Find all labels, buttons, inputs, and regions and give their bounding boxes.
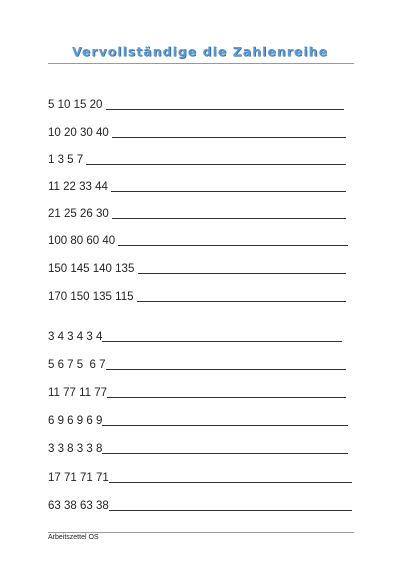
- sequence-row: [48, 124, 346, 140]
- answer-line[interactable]: [102, 341, 342, 342]
- sequence-row: [48, 151, 346, 167]
- answer-line[interactable]: [118, 245, 348, 246]
- sequence-text: 5 6 7 5 6 7: [48, 359, 106, 371]
- sequence-text: 3 3 8 3 3 8: [48, 443, 103, 455]
- answer-line[interactable]: [106, 109, 344, 110]
- sequence-text: 11 77 11 77: [48, 387, 108, 399]
- sequence-text: 5 10 15 20: [48, 99, 106, 111]
- answer-line[interactable]: [112, 137, 346, 138]
- sequence-row: [48, 178, 346, 194]
- sequence-text: 100 80 60 40: [48, 235, 119, 247]
- sequence-text: 6 9 6 9 6 9: [48, 415, 103, 427]
- sequence-row: [48, 356, 346, 372]
- sequence-row: [48, 497, 352, 513]
- footer-rule: [48, 532, 354, 533]
- sequence-text: 11 22 33 44: [48, 181, 112, 193]
- answer-line[interactable]: [102, 453, 348, 454]
- sequence-text: 21 25 26 30: [48, 208, 112, 220]
- sequence-row: [48, 328, 342, 344]
- answer-line[interactable]: [138, 273, 346, 274]
- sequence-text: 170 150 135 115: [48, 291, 137, 303]
- sequence-row: [48, 205, 346, 221]
- sequence-text: 17 71 71 71: [48, 472, 109, 484]
- answer-line[interactable]: [109, 510, 352, 511]
- sequence-text: 10 20 30 40: [48, 127, 112, 139]
- answer-line[interactable]: [137, 301, 346, 302]
- answer-line[interactable]: [109, 482, 352, 483]
- sequence-row: [48, 96, 344, 112]
- answer-line[interactable]: [107, 397, 346, 398]
- sequence-text: 1 3 5 7: [48, 154, 87, 166]
- sequence-text: 3 4 3 4 3 4: [48, 331, 103, 343]
- sequence-row: [48, 260, 346, 276]
- sequence-row: [48, 412, 348, 428]
- answer-line[interactable]: [112, 218, 346, 219]
- sequence-row: [48, 232, 348, 248]
- sequence-text: 63 38 63 38: [48, 500, 109, 512]
- sequence-row: [48, 288, 346, 304]
- sequence-row: [48, 440, 348, 456]
- sequence-row: [48, 469, 352, 485]
- answer-line[interactable]: [86, 164, 346, 165]
- page-title: Vervollständige die Zahlenreihe: [71, 44, 329, 59]
- footer-text: Arbeitszettel OS: [48, 534, 99, 541]
- answer-line[interactable]: [111, 191, 346, 192]
- answer-line[interactable]: [106, 369, 346, 370]
- sequence-row: [48, 384, 346, 400]
- answer-line[interactable]: [102, 425, 348, 426]
- sequence-text: 150 145 140 135: [48, 263, 138, 275]
